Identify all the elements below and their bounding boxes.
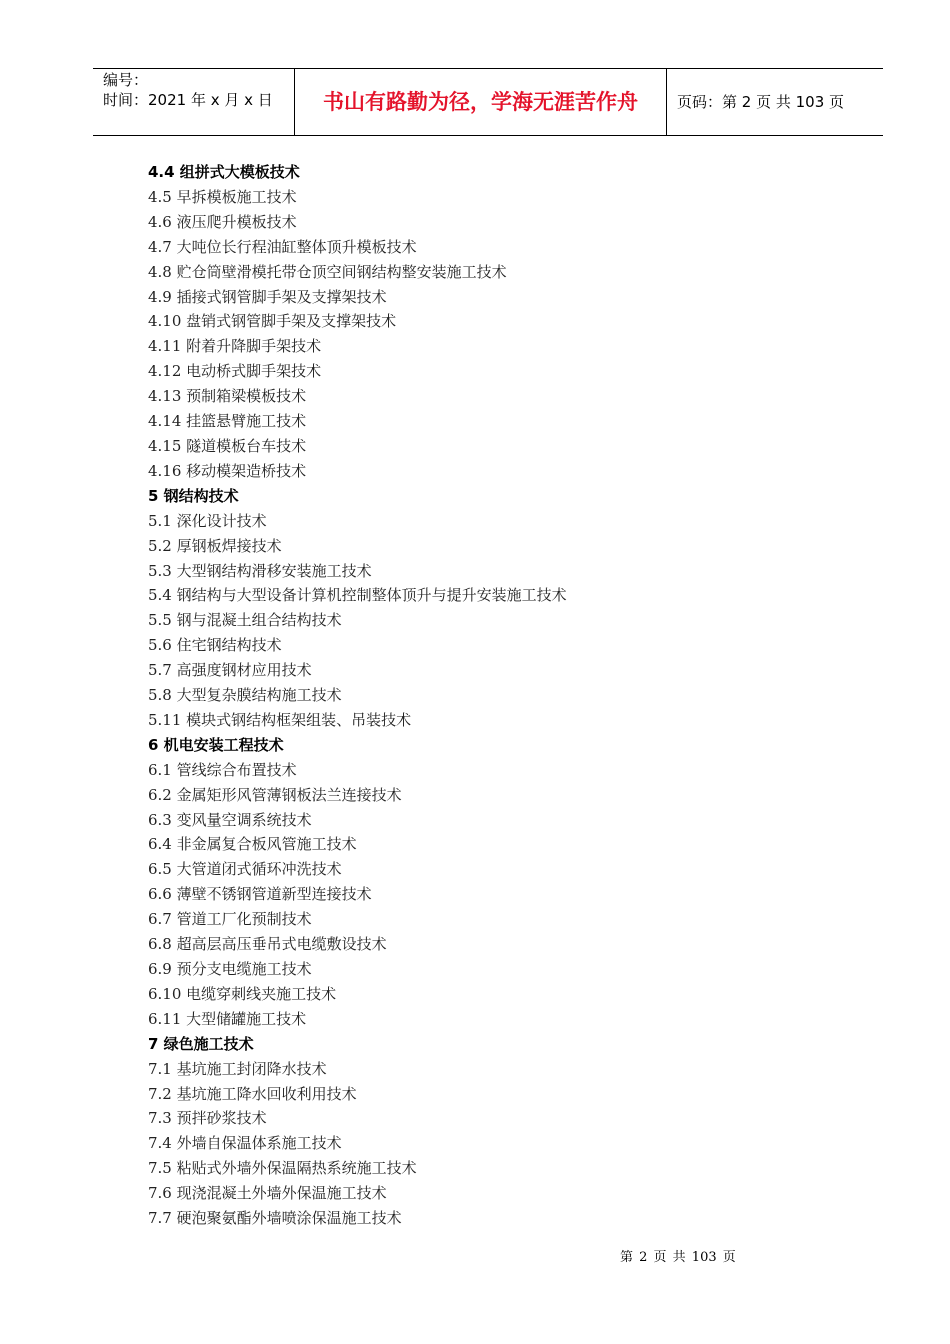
toc-entry: 6.2 金属矩形风管薄钢板法兰连接技术: [148, 785, 402, 804]
toc-entry: 6.7 管道工厂化预制技术: [148, 910, 312, 929]
toc-entry: 4.8 贮仓筒壁滑模托带仓顶空间钢结构整安装施工技术: [148, 262, 507, 281]
page-footer: 第 2 页 共 103 页: [620, 1250, 736, 1265]
number-label: 编号：: [103, 71, 149, 89]
toc-entry: 4.9 插接式钢管脚手架及支撑架技术: [148, 287, 387, 306]
toc-section-heading: 6 机电安装工程技术: [148, 735, 284, 754]
header-motto: 书山有路勤为径，学海无涯苦作舟: [295, 69, 667, 135]
toc-entry: 7.5 粘贴式外墙外保温隔热系统施工技术: [148, 1159, 417, 1178]
toc-entry: 4.12 电动桥式脚手架技术: [148, 362, 322, 381]
toc-entry: 6.11 大型储罐施工技术: [148, 1009, 307, 1028]
page-header: [93, 68, 883, 136]
toc-entry: 5.5 钢与混凝土组合结构技术: [148, 611, 342, 630]
time-label: 时间：2021 年 x 月 x 日: [103, 91, 273, 109]
toc-entry: 6.9 预分支电缆施工技术: [148, 960, 312, 978]
toc-entry: 4.15 隧道模板台车技术: [148, 436, 307, 455]
header-page-info: 页码：第 2 页 共 103 页: [677, 93, 845, 111]
toc-entry: 4.14 挂篮悬臂施工技术: [148, 412, 307, 431]
toc-entry: 4.5 早拆模板施工技术: [148, 187, 297, 206]
toc-entry: 5.3 大型钢结构滑移安装施工技术: [148, 561, 372, 580]
toc-entry: 5.4 钢结构与大型设备计算机控制整体顶升与提升安装施工技术: [148, 586, 567, 605]
toc-entry: 6.3 变风量空调系统技术: [148, 810, 312, 829]
toc-entry: 7.6 现浇混凝土外墙外保温施工技术: [148, 1184, 387, 1203]
toc-entry: 6.1 管线综合布置技术: [148, 760, 297, 779]
toc-entry: 5.2 厚钢板焊接技术: [148, 536, 282, 555]
toc-entry: 4.10 盘销式钢管脚手架及支撑架技术: [148, 312, 397, 331]
toc-entry: 7.2 基坑施工降水回收利用技术: [148, 1084, 357, 1103]
toc-entry: 7.4 外墙自保温体系施工技术: [148, 1134, 342, 1153]
toc-entry: 4.7 大吨位长行程油缸整体顶升模板技术: [148, 237, 417, 256]
toc-entry: 6.5 大管道闭式循环冲洗技术: [148, 860, 342, 879]
toc-entry: 7.7 硬泡聚氨酯外墙喷涂保温施工技术: [148, 1209, 402, 1228]
toc-entry: 5.1 深化设计技术: [148, 511, 267, 530]
toc-entry: 5.11 模块式钢结构框架组装、吊装技术: [148, 710, 412, 729]
toc-entry: 6.8 超高层高压垂吊式电缆敷设技术: [148, 935, 387, 954]
header-meta: [93, 69, 295, 135]
toc-entry: 7.1 基坑施工封闭降水技术: [148, 1059, 327, 1078]
toc-section-heading: 7 绿色施工技术: [148, 1034, 254, 1053]
toc-entry: 4.16 移动模架造桥技术: [148, 461, 307, 480]
toc-section-heading: 5 钢结构技术: [148, 486, 239, 505]
toc-entry: 4.6 液压爬升模板技术: [148, 212, 297, 231]
toc-entry: 6.6 薄壁不锈钢管道新型连接技术: [148, 885, 372, 904]
table-of-contents: [148, 160, 567, 1231]
toc-section-heading: 4.4 组拼式大模板技术: [148, 163, 300, 181]
toc-entry: 5.8 大型复杂膜结构施工技术: [148, 686, 342, 705]
toc-entry: 6.10 电缆穿刺线夹施工技术: [148, 984, 337, 1003]
toc-entry: 5.7 高强度钢材应用技术: [148, 661, 312, 680]
toc-entry: 4.13 预制箱梁模板技术: [148, 387, 307, 406]
toc-entry: 4.11 附着升降脚手架技术: [148, 337, 322, 356]
toc-entry: 6.4 非金属复合板风管施工技术: [148, 835, 357, 854]
toc-entry: 5.6 住宅钢结构技术: [148, 636, 282, 655]
toc-entry: 7.3 预拌砂浆技术: [148, 1109, 267, 1128]
